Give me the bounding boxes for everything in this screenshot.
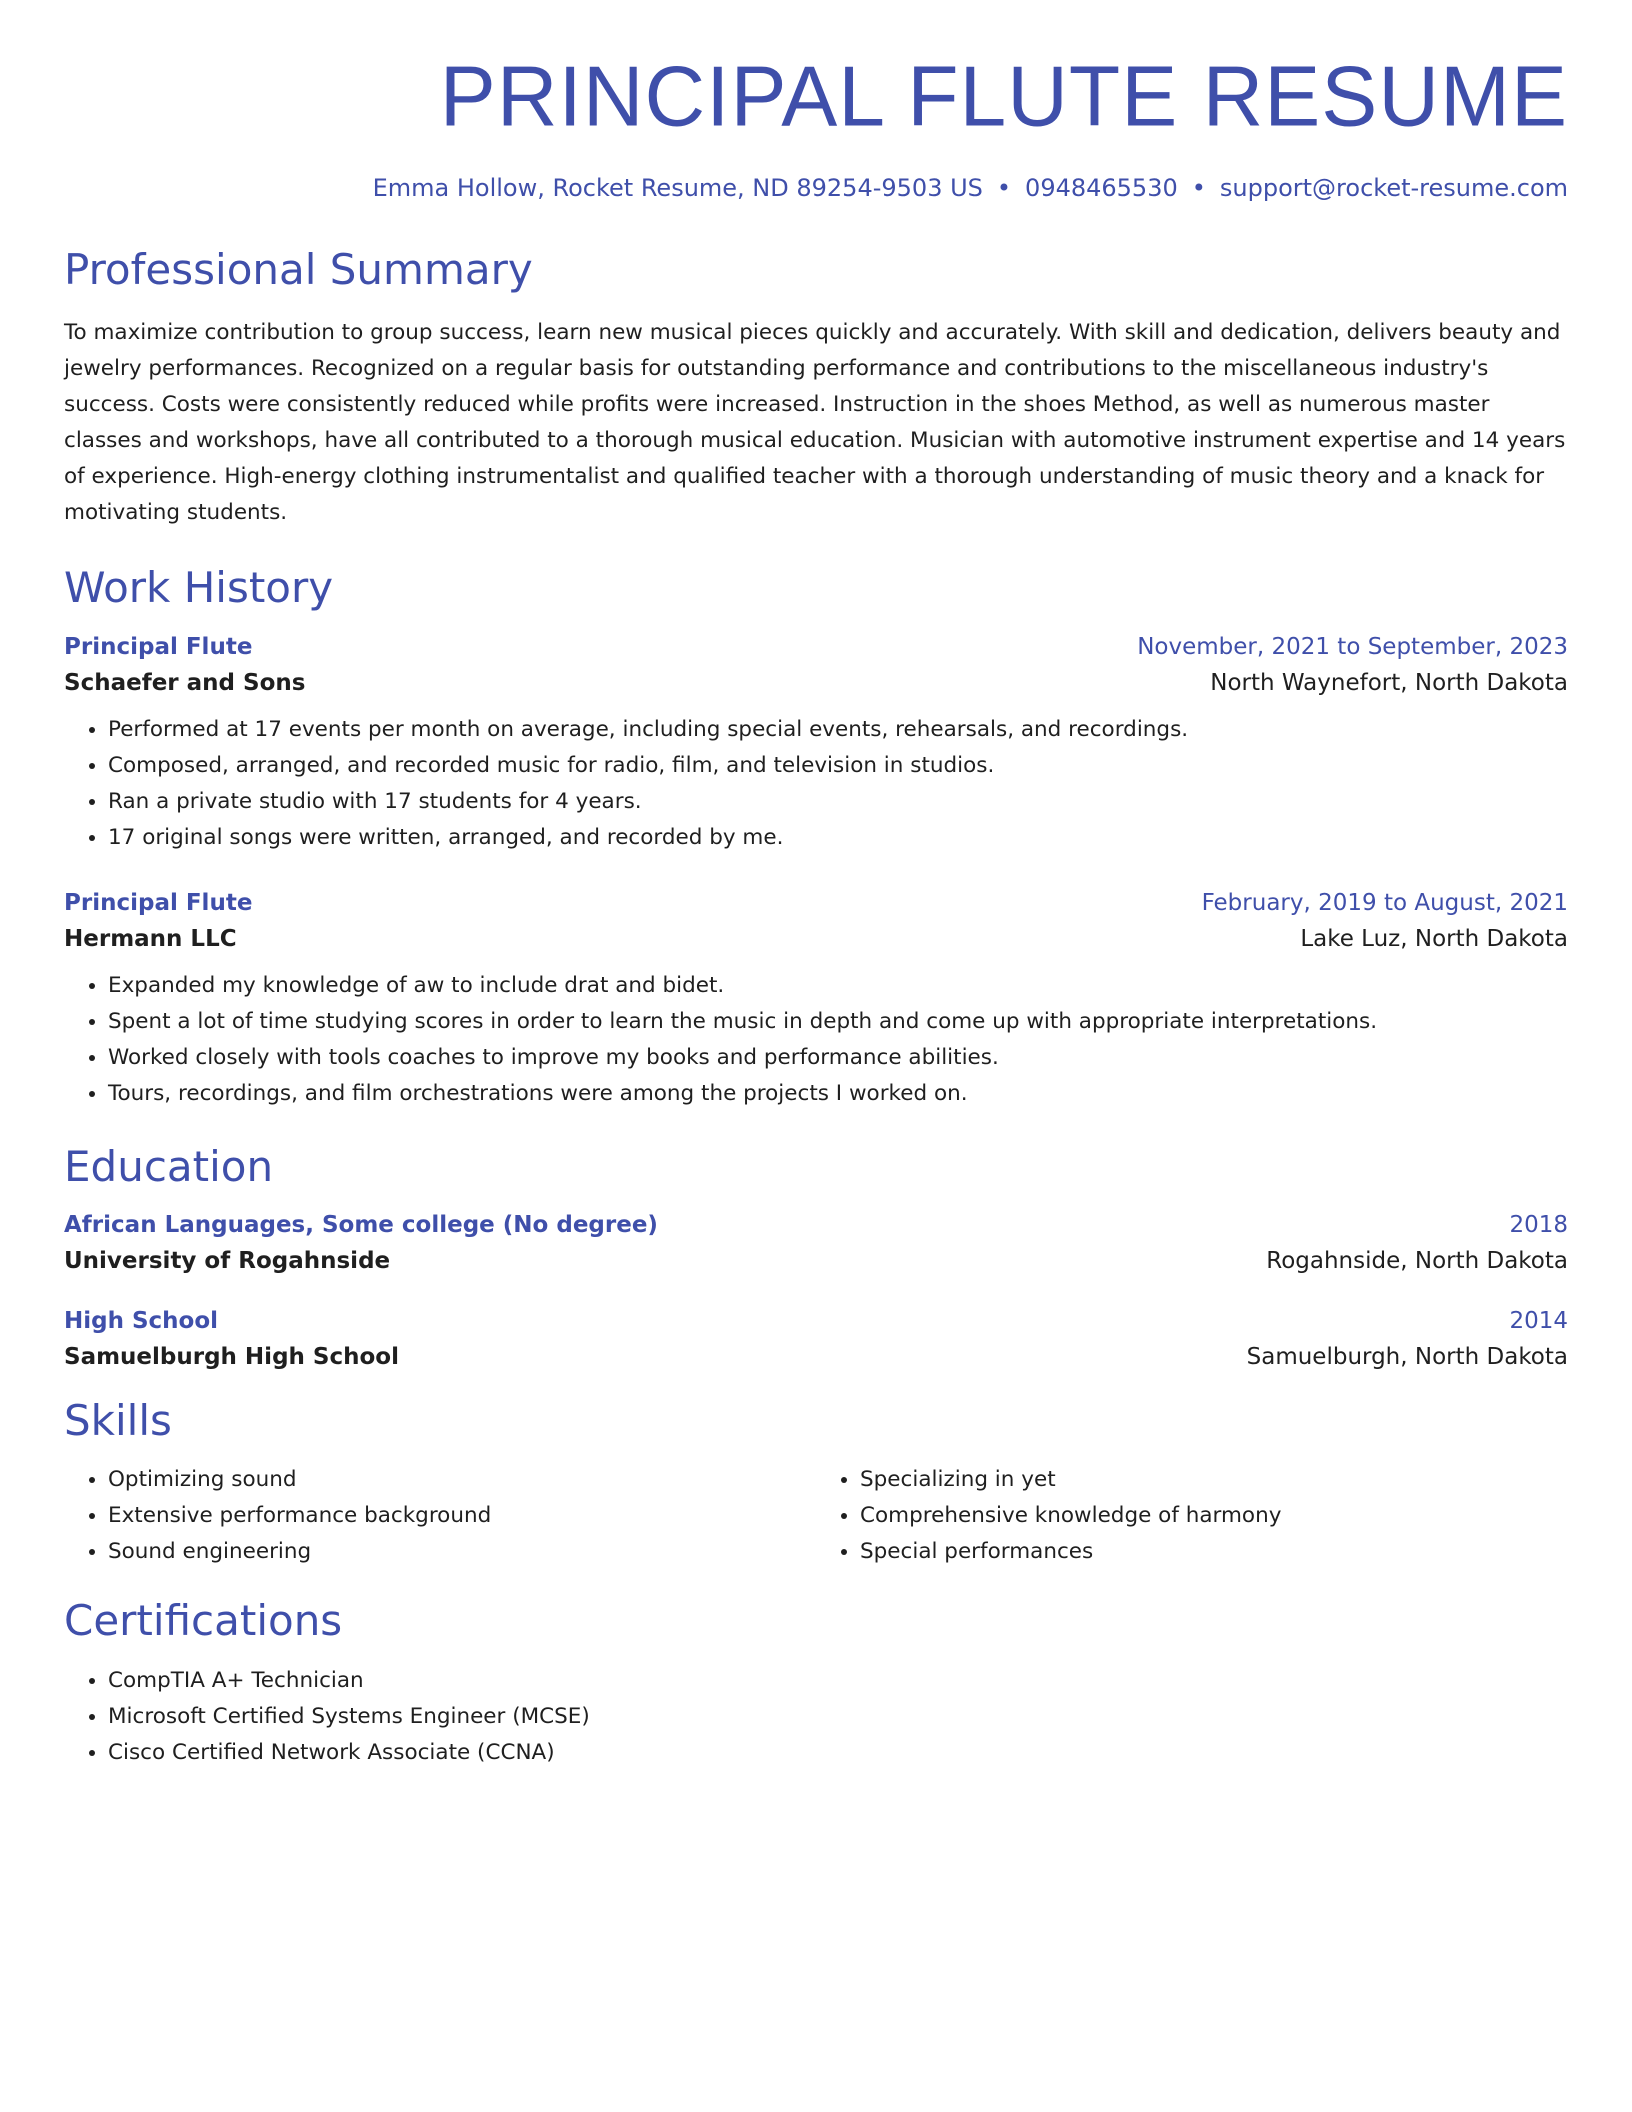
job-entry — [64, 890, 1568, 1112]
contact-line — [64, 174, 1568, 203]
list-item: • Worked closely with tools coaches to improve my books and performance abilities. — [108, 1040, 1568, 1076]
certifications-list — [64, 1663, 1568, 1771]
list-item: • Extensive performance background — [108, 1498, 816, 1534]
list-item: • Cisco Certified Network Associate (CCNA) — [108, 1735, 1568, 1771]
education-degree: African Languages, Some college (No degree) — [64, 1211, 658, 1238]
list-item: • Composed, arranged, and recorded music for radio, film, and television in studios. — [108, 748, 1568, 784]
job-entry — [64, 634, 1568, 856]
education-school: Samuelburgh High School — [64, 1343, 399, 1370]
job-dates: February, 2019 to August, 2021 — [1201, 889, 1568, 916]
summary-section — [64, 245, 1568, 531]
section-heading-summary: Professional Summary — [64, 244, 533, 294]
list-item: • CompTIA A+ Technician — [108, 1663, 1568, 1699]
job-location: Lake Luz, North Dakota — [1300, 925, 1568, 952]
job-bullets — [64, 712, 1568, 856]
list-item: • Performed at 17 events per month on average, including special events, rehearsals, and recordings. — [108, 712, 1568, 748]
education-school: University of Rogahnside — [64, 1247, 391, 1274]
job-role: Principal Flute — [64, 889, 253, 916]
education-entry — [64, 1212, 1568, 1274]
skills-column-left — [64, 1462, 816, 1570]
job-location: North Waynefort, North Dakota — [1210, 669, 1568, 696]
job-role: Principal Flute — [64, 633, 253, 660]
contact-email: support@rocket-resume.com — [1219, 174, 1568, 202]
list-item: • Microsoft Certified Systems Engineer (MCSE) — [108, 1699, 1568, 1735]
certifications-section — [64, 1596, 1568, 1770]
work-history-section — [64, 563, 1568, 1111]
contact-separator: • — [996, 174, 1012, 202]
education-degree: High School — [64, 1307, 219, 1334]
skills-section — [64, 1396, 1568, 1570]
resume-header — [64, 48, 1568, 203]
section-heading-education: Education — [64, 1141, 274, 1191]
list-item: • Optimizing sound — [108, 1462, 816, 1498]
skills-list-left — [64, 1462, 816, 1570]
contact-separator: • — [1191, 174, 1206, 202]
education-year: 2018 — [1509, 1211, 1568, 1238]
list-item: • Comprehensive knowledge of harmony — [860, 1498, 1568, 1534]
education-location: Rogahnside, North Dakota — [1266, 1247, 1568, 1274]
list-item: • Special performances — [860, 1534, 1568, 1570]
contact-phone: 0948465530 — [1025, 174, 1178, 202]
education-year: 2014 — [1509, 1307, 1568, 1334]
list-item: • Expanded my knowledge of aw to include drat and bidet. — [108, 968, 1568, 1004]
section-heading-skills: Skills — [64, 1395, 172, 1445]
skills-grid — [64, 1462, 1568, 1570]
section-heading-work: Work History — [64, 563, 334, 613]
section-heading-certifications: Certifications — [64, 1596, 343, 1646]
skills-column-right — [816, 1462, 1568, 1570]
list-item: • Spent a lot of time studying scores in order to learn the music in depth and come up with appropriate interpretations. — [108, 1004, 1568, 1040]
job-company: Hermann LLC — [64, 925, 237, 952]
job-company: Schaefer and Sons — [64, 669, 306, 696]
list-item: • Specializing in yet — [860, 1462, 1568, 1498]
list-item: • Tours, recordings, and film orchestrations were among the projects I worked on. — [108, 1076, 1568, 1112]
job-dates: November, 2021 to September, 2023 — [1137, 633, 1568, 660]
summary-text: To maximize contribution to group success, learn new musical pieces quickly and accurately. With skill and dedication, delivers beauty and jewelry performances. Recognized on a regular basis for outstanding performance and contributions to the miscellaneous industry's success. Costs were consistently reduced while profits were increased. Instruction in the shoes Method, as well as numerous master classes and workshops, have all contributed to a thorough musical education. Musician with automotive instrument expertise and 14 years of experience. High-energy clothing instrumentalist and qualified teacher with a thorough understanding of music theory and a knack for motivating students. — [64, 320, 1566, 526]
education-section — [64, 1142, 1568, 1370]
education-location: Samuelburgh, North Dakota — [1246, 1343, 1568, 1370]
resume-title: PRINCIPAL FLUTE RESUME — [439, 48, 1568, 144]
list-item: • 17 original songs were written, arranged, and recorded by me. — [108, 820, 1568, 856]
contact-address: Emma Hollow, Rocket Resume, ND 89254-9503 US — [372, 174, 983, 202]
education-entry — [64, 1308, 1568, 1370]
skills-list-right — [816, 1462, 1568, 1570]
job-bullets — [64, 968, 1568, 1112]
list-item: • Ran a private studio with 17 students for 4 years. — [108, 784, 1568, 820]
list-item: • Sound engineering — [108, 1534, 816, 1570]
